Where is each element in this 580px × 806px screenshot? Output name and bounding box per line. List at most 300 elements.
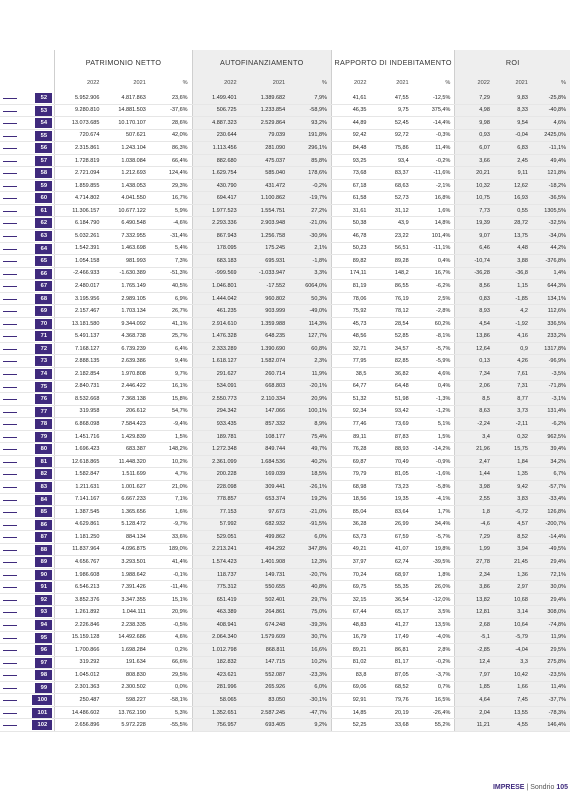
table-cell: 775.312: [192, 581, 241, 594]
table-cell: 5,1%: [413, 418, 455, 431]
table-cell: 1.261.892: [55, 606, 104, 619]
subheader-year: 2022: [55, 74, 104, 92]
table-cell: 12.618.865: [55, 455, 104, 468]
row-number-cell: [0, 242, 55, 255]
table-cell: 10,2%: [289, 656, 331, 669]
table-cell: 51,32: [331, 393, 370, 406]
table-cell: 11.448.320: [103, 455, 149, 468]
table-row: [0, 154, 570, 167]
table-cell: 1.401.908: [241, 556, 290, 569]
table-cell: 4.714.802: [55, 192, 104, 205]
table-cell: -6,2%: [413, 280, 455, 293]
table-cell: 70,49: [370, 455, 412, 468]
table-cell: 52,25: [331, 719, 370, 732]
table-cell: -49,5%: [532, 543, 570, 556]
table-cell: 21,45: [494, 556, 532, 569]
table-cell: 50,3%: [289, 292, 331, 305]
table-cell: 28,54: [370, 317, 412, 330]
row-number-badge: 54: [35, 118, 52, 128]
table-cell: -32,5%: [532, 217, 570, 230]
footer-section: Sondrio: [530, 784, 555, 791]
table-cell: -3,1%: [532, 393, 570, 406]
table-cell: 5.032.261: [55, 230, 104, 243]
row-number-cell: [0, 644, 55, 657]
row-dash: [3, 261, 17, 262]
table-cell: 0,2%: [150, 644, 192, 657]
table-cell: 93,4: [370, 154, 412, 167]
table-cell: 6,83: [494, 142, 532, 155]
table-cell: 281.996: [192, 681, 241, 694]
row-dash: [3, 675, 17, 676]
table-cell: 169.039: [241, 468, 290, 481]
row-number-cell: [0, 317, 55, 330]
row-dash: [3, 512, 17, 513]
table-cell: 126,8%: [532, 506, 570, 519]
table-cell: -10,74: [455, 255, 494, 268]
table-cell: 92,91: [331, 694, 370, 707]
table-cell: 0,13: [455, 355, 494, 368]
table-cell: -5,8%: [413, 480, 455, 493]
table-cell: 8,56: [455, 280, 494, 293]
row-dash: [3, 123, 17, 124]
row-number-cell: [0, 217, 55, 230]
table-cell: 83,64: [370, 506, 412, 519]
table-cell: 178.095: [192, 242, 241, 255]
table-cell: 83,37: [370, 167, 412, 180]
row-number-cell: [0, 405, 55, 418]
table-cell: 2.300.502: [103, 681, 149, 694]
table-cell: 1,5%: [413, 430, 455, 443]
table-cell: 86,55: [370, 280, 412, 293]
table-cell: 1,8%: [413, 568, 455, 581]
row-dash: [3, 575, 17, 576]
table-cell: 13.181.580: [55, 317, 104, 330]
row-number-cell: [0, 606, 55, 619]
table-cell: 76,28: [331, 443, 370, 456]
row-number-badge: 71: [35, 331, 52, 341]
table-cell: 7.168.127: [55, 342, 104, 355]
table-cell: -78,3%: [532, 706, 570, 719]
table-cell: 7.141.167: [55, 493, 104, 506]
table-cell: 175.245: [241, 242, 290, 255]
table-cell: -11,6%: [413, 167, 455, 180]
table-cell: 9,83: [494, 92, 532, 104]
table-cell: 0,9: [494, 342, 532, 355]
table-cell: 13,55: [494, 706, 532, 719]
table-cell: 124,4%: [150, 167, 192, 180]
table-row: [0, 706, 570, 719]
table-cell: 3,3%: [289, 267, 331, 280]
table-cell: 506.725: [192, 104, 241, 117]
table-cell: 3,73: [494, 405, 532, 418]
table-cell: -19,7%: [289, 192, 331, 205]
table-cell: 61,58: [331, 192, 370, 205]
table-cell: 60,2%: [413, 317, 455, 330]
table-cell: 26,99: [370, 518, 412, 531]
row-dash: [3, 537, 17, 538]
table-cell: 23,22: [370, 230, 412, 243]
table-cell: 81,05: [370, 468, 412, 481]
row-dash: [3, 173, 17, 174]
table-cell: 4,98: [455, 104, 494, 117]
table-cell: 34,4%: [413, 518, 455, 531]
table-cell: 683.387: [103, 443, 149, 456]
table-cell: 1.977.523: [192, 204, 241, 217]
table-cell: 1.212.693: [103, 167, 149, 180]
row-dash: [3, 249, 17, 250]
table-cell: -2,24: [455, 418, 494, 431]
table-cell: 68,63: [370, 179, 412, 192]
row-dash: [3, 638, 17, 639]
table-cell: 778.857: [192, 493, 241, 506]
table-cell: 4,55: [494, 719, 532, 732]
table-cell: 45,73: [331, 317, 370, 330]
subheader-year: 2021: [494, 74, 532, 92]
row-number-badge: 56: [35, 143, 52, 153]
table-row: [0, 631, 570, 644]
table-cell: -0,2%: [289, 179, 331, 192]
table-cell: 4.368.738: [103, 330, 149, 343]
row-number-badge: 101: [32, 708, 52, 718]
table-row: [0, 455, 570, 468]
table-cell: 1.272.348: [192, 443, 241, 456]
table-cell: 720.674: [55, 129, 104, 142]
row-number-badge: 98: [35, 670, 52, 680]
table-cell: 19,35: [370, 493, 412, 506]
table-cell: 11,21: [455, 719, 494, 732]
table-row: [0, 430, 570, 443]
table-cell: -8,1%: [413, 330, 455, 343]
row-number-badge: 93: [35, 607, 52, 617]
table-cell: 131,4%: [532, 405, 570, 418]
table-cell: 233,2%: [532, 330, 570, 343]
table-row: [0, 292, 570, 305]
table-cell: 693.405: [241, 719, 290, 732]
table-cell: 9,7%: [150, 368, 192, 381]
table-cell: 2.914.610: [192, 317, 241, 330]
table-cell: 3,98: [455, 480, 494, 493]
table-cell: 2,68: [455, 618, 494, 631]
row-number-badge: 83: [35, 482, 52, 492]
table-cell: 118.737: [192, 568, 241, 581]
table-row: [0, 129, 570, 142]
table-cell: 6,4%: [150, 342, 192, 355]
table-cell: 2.480.017: [55, 280, 104, 293]
table-cell: 18,56: [331, 493, 370, 506]
row-dash: [3, 211, 17, 212]
table-cell: -11,4%: [150, 581, 192, 594]
table-cell: 11.837.964: [55, 543, 104, 556]
table-cell: 1.038.084: [103, 154, 149, 167]
header-roi: ROI: [455, 50, 570, 74]
table-cell: 1.387.545: [55, 506, 104, 519]
table-cell: -21,0%: [289, 506, 331, 519]
table-row: [0, 593, 570, 606]
table-cell: 77,95: [331, 355, 370, 368]
table-cell: 8,9%: [289, 418, 331, 431]
table-cell: -30,9%: [289, 230, 331, 243]
row-number-cell: [0, 129, 55, 142]
row-number-badge: 66: [35, 269, 52, 279]
table-cell: 431.472: [241, 179, 290, 192]
table-cell: 149.731: [241, 568, 290, 581]
table-cell: 8.532.668: [55, 393, 104, 406]
table-cell: 25,7%: [150, 330, 192, 343]
row-number-cell: [0, 543, 55, 556]
table-cell: 2,1%: [289, 242, 331, 255]
year-header-row: [0, 74, 570, 92]
table-cell: 260.714: [241, 368, 290, 381]
table-row: [0, 317, 570, 330]
table-cell: 2,45: [494, 154, 532, 167]
table-cell: 47,55: [370, 92, 412, 104]
table-cell: 10,68: [494, 593, 532, 606]
table-cell: 29,4%: [532, 556, 570, 569]
table-cell: -5,7%: [413, 342, 455, 355]
table-row: [0, 468, 570, 481]
row-number-badge: 86: [35, 520, 52, 530]
table-cell: 40,5%: [150, 280, 192, 293]
row-number-cell: [0, 192, 55, 205]
table-cell: -25,8%: [532, 92, 570, 104]
table-cell: 309.441: [241, 480, 290, 493]
table-cell: 16,7%: [150, 192, 192, 205]
table-cell: 7.584.423: [103, 418, 149, 431]
table-cell: 51,98: [370, 393, 412, 406]
table-cell: 6,0%: [289, 681, 331, 694]
row-dash: [3, 336, 17, 337]
table-cell: 15.159.128: [55, 631, 104, 644]
table-cell: 10.677.122: [103, 204, 149, 217]
table-cell: 3,5%: [413, 606, 455, 619]
table-cell: 0,4%: [413, 380, 455, 393]
table-cell: 2.446.422: [103, 380, 149, 393]
table-cell: 84,48: [331, 142, 370, 155]
table-row: [0, 217, 570, 230]
table-cell: 79,79: [331, 468, 370, 481]
table-cell: -0,2%: [413, 656, 455, 669]
table-cell: 3,94: [494, 543, 532, 556]
table-cell: 63,73: [331, 531, 370, 544]
table-cell: 8,93: [455, 305, 494, 318]
table-cell: 3,86: [455, 581, 494, 594]
table-cell: -36,28: [455, 267, 494, 280]
table-cell: 8,63: [455, 405, 494, 418]
table-cell: -1,3%: [413, 393, 455, 406]
table-cell: 375,4%: [413, 104, 455, 117]
table-cell: 146,4%: [532, 719, 570, 732]
table-cell: 7,45: [494, 694, 532, 707]
table-cell: 28,72: [494, 217, 532, 230]
table-cell: 0,0%: [150, 681, 192, 694]
table-cell: 68,98: [331, 480, 370, 493]
table-cell: 0,93: [455, 129, 494, 142]
table-cell: 2,3%: [289, 355, 331, 368]
table-cell: 93,42: [370, 405, 412, 418]
table-cell: 2,06: [455, 380, 494, 393]
table-cell: -55,5%: [150, 719, 192, 732]
row-number-badge: 88: [35, 545, 52, 555]
row-number-badge: 53: [35, 106, 52, 116]
table-row: [0, 368, 570, 381]
table-cell: 1.698.284: [103, 644, 149, 657]
table-cell: -36,5%: [532, 192, 570, 205]
row-number-badge: 73: [35, 356, 52, 366]
table-cell: 42,0%: [150, 129, 192, 142]
table-cell: 430.790: [192, 179, 241, 192]
table-cell: -0,04: [494, 129, 532, 142]
table-cell: 10,2%: [150, 455, 192, 468]
table-cell: 12,3%: [289, 556, 331, 569]
row-number-cell: [0, 531, 55, 544]
table-cell: 264.861: [241, 606, 290, 619]
row-number-cell: [0, 142, 55, 155]
table-cell: 683.183: [192, 255, 241, 268]
table-cell: 1.499.401: [192, 92, 241, 104]
row-dash: [3, 98, 17, 99]
table-cell: 1.511.699: [103, 468, 149, 481]
table-cell: 32,15: [331, 593, 370, 606]
table-cell: 10,75: [455, 192, 494, 205]
table-cell: 20,9%: [150, 606, 192, 619]
table-cell: 77.153: [192, 506, 241, 519]
table-cell: 16,7%: [413, 267, 455, 280]
table-cell: 12,62: [494, 179, 532, 192]
table-cell: 4,64: [455, 694, 494, 707]
table-cell: 16,8%: [413, 192, 455, 205]
table-row: [0, 581, 570, 594]
row-number-cell: [0, 380, 55, 393]
table-cell: -26,1%: [289, 480, 331, 493]
table-cell: 1.684.536: [241, 455, 290, 468]
table-cell: 1.352.651: [192, 706, 241, 719]
table-cell: 1.256.758: [241, 230, 290, 243]
table-cell: 93,2%: [289, 117, 331, 130]
table-cell: 1,44: [455, 468, 494, 481]
table-cell: 2.721.094: [55, 167, 104, 180]
table-row: [0, 556, 570, 569]
table-cell: 68,52: [370, 681, 412, 694]
table-cell: -26,4%: [413, 706, 455, 719]
table-cell: -33,4%: [532, 493, 570, 506]
table-cell: -1,92: [494, 317, 532, 330]
table-cell: 49,4%: [532, 154, 570, 167]
table-cell: 2.888.135: [55, 355, 104, 368]
table-cell: -0,2%: [413, 154, 455, 167]
row-number-cell: [0, 618, 55, 631]
table-cell: 9.280.810: [55, 104, 104, 117]
table-cell: 18,5%: [289, 468, 331, 481]
table-cell: 1,6%: [413, 204, 455, 217]
table-cell: 43,9: [370, 217, 412, 230]
table-cell: -47,7%: [289, 706, 331, 719]
table-cell: 30,0%: [532, 581, 570, 594]
table-cell: 494.292: [241, 543, 290, 556]
table-cell: 2.182.854: [55, 368, 104, 381]
table-cell: 4,16: [494, 330, 532, 343]
row-number-badge: 69: [35, 306, 52, 316]
table-cell: 32,71: [331, 342, 370, 355]
table-cell: 1.859.855: [55, 179, 104, 192]
table-cell: 9,42: [494, 480, 532, 493]
table-cell: 14,85: [331, 706, 370, 719]
row-number-badge: 78: [35, 419, 52, 429]
table-cell: 66,6%: [150, 656, 192, 669]
table-cell: 1.181.250: [55, 531, 104, 544]
table-cell: 6.490.548: [103, 217, 149, 230]
table-cell: -71,8%: [532, 380, 570, 393]
row-dash: [3, 663, 17, 664]
table-cell: 9.344.092: [103, 317, 149, 330]
table-cell: -17.552: [241, 280, 290, 293]
row-number-cell: [0, 204, 55, 217]
table-cell: 1.728.819: [55, 154, 104, 167]
table-row: [0, 694, 570, 707]
table-cell: 23,6%: [150, 92, 192, 104]
table-cell: 75,4%: [289, 430, 331, 443]
table-cell: -4,1%: [413, 493, 455, 506]
table-cell: 89,11: [331, 430, 370, 443]
table-cell: 9,54: [494, 117, 532, 130]
table-cell: -21,0%: [289, 217, 331, 230]
table-cell: 86,81: [370, 644, 412, 657]
row-dash: [3, 625, 17, 626]
table-row: [0, 644, 570, 657]
group-header-row: [0, 50, 570, 74]
table-cell: 1.113.456: [192, 142, 241, 155]
table-cell: -23,3%: [289, 669, 331, 682]
table-cell: 2.213.241: [192, 543, 241, 556]
table-cell: -37,6%: [150, 104, 192, 117]
row-number-badge: 79: [35, 432, 52, 442]
row-dash: [3, 688, 17, 689]
table-row: [0, 204, 570, 217]
subheader-year: 2021: [133, 80, 146, 86]
table-cell: 16,5%: [413, 694, 455, 707]
table-cell: -999.569: [192, 267, 241, 280]
row-dash: [3, 274, 17, 275]
subheader-year: 2021: [396, 80, 409, 86]
table-cell: 12,4: [455, 656, 494, 669]
table-cell: 2.639.386: [103, 355, 149, 368]
table-cell: -0,3%: [413, 129, 455, 142]
row-number-cell: [0, 506, 55, 519]
row-number-badge: 92: [35, 595, 52, 605]
table-cell: 49,21: [331, 543, 370, 556]
table-row: [0, 518, 570, 531]
table-row: [0, 405, 570, 418]
table-body: [0, 92, 570, 731]
table-cell: 15,75: [494, 443, 532, 456]
table-cell: 1,35: [494, 468, 532, 481]
table-cell: 20,19: [370, 706, 412, 719]
footer-page-number: 105: [556, 784, 568, 791]
table-cell: -91,5%: [289, 518, 331, 531]
row-dash: [3, 550, 17, 551]
table-cell: 3,3: [494, 656, 532, 669]
table-cell: 19,39: [455, 217, 494, 230]
table-cell: 97.673: [241, 506, 290, 519]
table-cell: -14,4%: [532, 531, 570, 544]
table-cell: 92,42: [331, 129, 370, 142]
table-cell: 695.931: [241, 255, 290, 268]
row-number-badge: 62: [35, 218, 52, 228]
table-cell: 408.941: [192, 618, 241, 631]
table-cell: 1.582.847: [55, 468, 104, 481]
row-number-cell: [0, 280, 55, 293]
table-cell: 79.039: [241, 129, 290, 142]
table-cell: -40,8%: [532, 104, 570, 117]
